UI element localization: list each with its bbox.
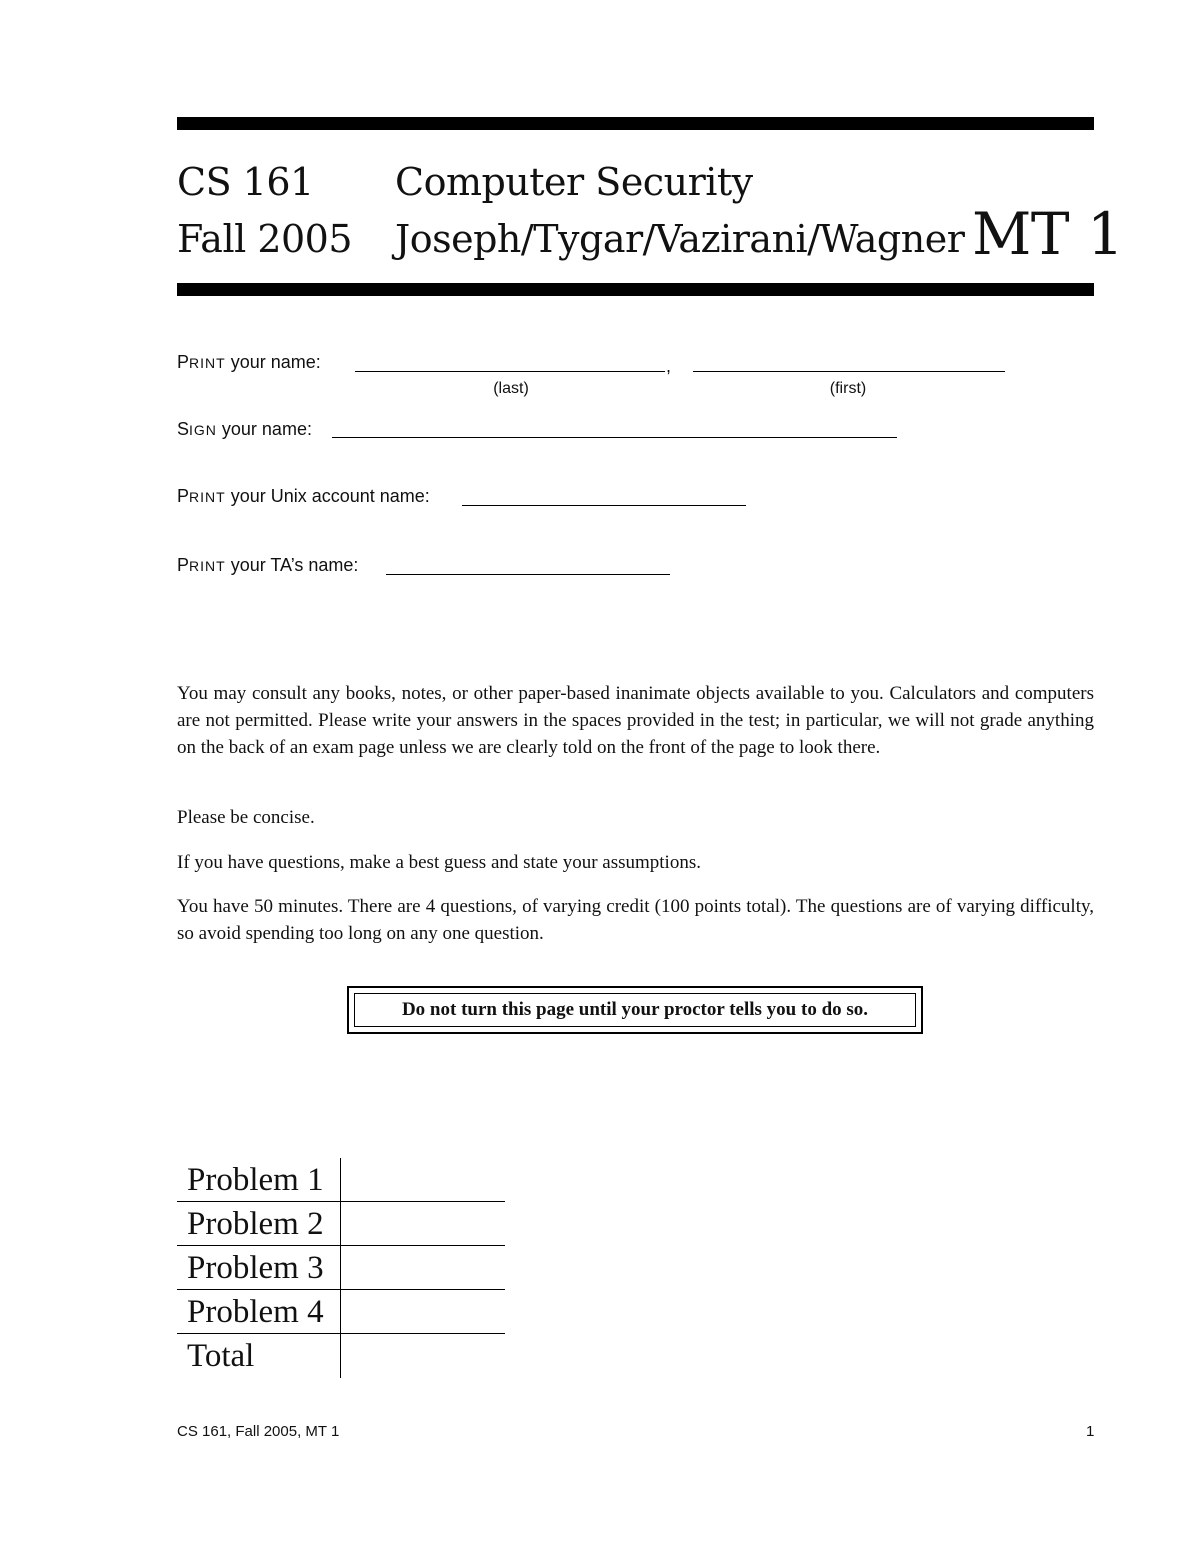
instructors: Joseph/Tygar/Vazirani/Wagner bbox=[395, 217, 965, 261]
table-row bbox=[177, 1202, 505, 1246]
score-cell[interactable] bbox=[340, 1290, 505, 1334]
print-name-label: PRINT your name: bbox=[177, 352, 321, 372]
instructions-paragraph-4: You have 50 minutes. There are 4 questions, of varying credit (100 points total). The questions are of varying difficulty, so avoid spending too long on any one question. bbox=[177, 896, 1094, 944]
score-cell[interactable] bbox=[340, 1202, 505, 1246]
score-row-label: Problem 3 bbox=[187, 1250, 324, 1286]
table-row bbox=[177, 1246, 505, 1290]
ta-name-line[interactable] bbox=[386, 574, 670, 575]
table-row bbox=[177, 1290, 505, 1334]
ta-name-label: PRINT your TA’s name: bbox=[177, 555, 359, 575]
unix-account-line[interactable] bbox=[462, 505, 746, 506]
last-name-line[interactable] bbox=[355, 371, 665, 372]
first-label: (first) bbox=[829, 380, 867, 397]
score-cell[interactable] bbox=[340, 1158, 505, 1202]
instructions-paragraph-3: If you have questions, make a best guess and state your assumptions. bbox=[177, 852, 701, 873]
first-name-line[interactable] bbox=[693, 371, 1005, 372]
bottom-rule bbox=[177, 283, 1094, 296]
instructions-paragraph-2: Please be concise. bbox=[177, 807, 315, 828]
score-cell[interactable] bbox=[340, 1334, 505, 1378]
last-label: (last) bbox=[493, 380, 529, 397]
table-row bbox=[177, 1158, 505, 1202]
notice-text: Do not turn this page until your proctor tells you to do so. bbox=[354, 993, 916, 1027]
unix-account-label: PRINT your Unix account name: bbox=[177, 486, 430, 506]
course-title: Computer Security bbox=[395, 160, 753, 204]
score-row-label: Problem 2 bbox=[187, 1206, 324, 1242]
instructions-paragraph-1: You may consult any books, notes, or other paper-based inanimate objects available to you. Calculators and computers are not permitted. Please write your answers in the spaces provided in the test; in particular, we will not grade anything on the back of an exam page unless we are clearly told on the front of the page to look there. bbox=[177, 683, 1094, 758]
page-number: 1 bbox=[1086, 1423, 1095, 1440]
score-row-label: Problem 4 bbox=[187, 1294, 324, 1330]
name-comma: , bbox=[666, 356, 672, 376]
score-table bbox=[177, 1158, 505, 1378]
signature-line[interactable] bbox=[332, 437, 897, 438]
score-row-label: Problem 1 bbox=[187, 1162, 324, 1198]
exam-label: MT 1 bbox=[972, 200, 1124, 268]
course-number: CS 161 bbox=[177, 160, 314, 204]
table-row bbox=[177, 1334, 505, 1378]
top-rule bbox=[177, 117, 1094, 130]
footer-course: CS 161, Fall 2005, MT 1 bbox=[177, 1423, 340, 1440]
sign-name-label: SIGN your name: bbox=[177, 419, 312, 439]
notice-box bbox=[347, 986, 923, 1034]
score-cell[interactable] bbox=[340, 1246, 505, 1290]
score-row-label: Total bbox=[187, 1338, 255, 1374]
term: Fall 2005 bbox=[177, 217, 353, 261]
